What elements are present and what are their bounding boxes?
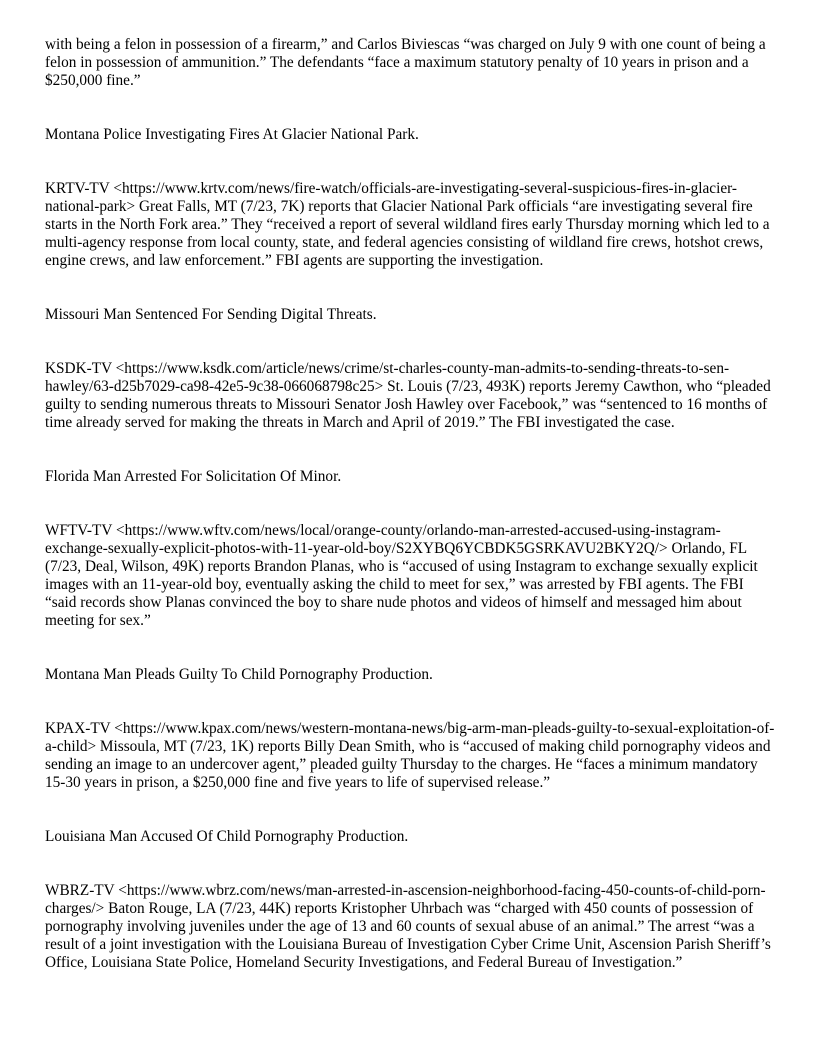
- story-body: WFTV-TV <https://www.wftv.com/news/local/orange-county/orlando-man-arrested-accused-using-instagram-exchange-sexually-explicit-photos-with-11-year-old-boy/S2XYBQ6YCBDK5GSRKAVU2BKY2Q/> Orlando, FL (7/23, Deal, Wilson, 49K) reports Brandon Planas, who is “accused of using Instagram to exchange sexually explicit images with an 11-year-old boy, eventually asking the child to meet for sex,” was arrested by FBI agents. The FBI “said records show Planas convinced the boy to share nude photos and videos of himself and messaged him about meeting for sex.”: [45, 522, 758, 629]
- spacer: [45, 486, 775, 522]
- spacer: [45, 630, 775, 666]
- intro-paragraph: with being a felon in possession of a firearm,” and Carlos Biviescas “was charged on July 9 with one count of being a felon in possession of ammunition.” The defendants “face a maximum statutory penalty of 10 years in prison and a $250,000 fine.”: [45, 36, 766, 89]
- story-body: KPAX-TV <https://www.kpax.com/news/western-montana-news/big-arm-man-pleads-guilty-to-sexual-exploitation-of-a-child> Missoula, MT (7/23, 1K) reports Billy Dean Smith, who is “accused of making child pornography videos and sending an image to an undercover agent,” pleaded guilty Thursday to the charges. He “faces a minimum mandatory 15-30 years in prison, a $250,000 fine and five years to life of supervised release.”: [45, 720, 775, 791]
- story-headline: Louisiana Man Accused Of Child Pornography Production.: [45, 828, 409, 845]
- document-page: [45, 36, 775, 972]
- story-headline: Montana Man Pleads Guilty To Child Pornography Production.: [45, 666, 433, 683]
- spacer: [45, 144, 775, 180]
- spacer: [45, 684, 775, 720]
- spacer: [45, 324, 775, 360]
- spacer: [45, 270, 775, 306]
- story-body: KSDK-TV <https://www.ksdk.com/article/news/crime/st-charles-county-man-admits-to-sending-threats-to-sen-hawley/63-d25b7029-ca98-42e5-9c38-066068798c25> St. Louis (7/23, 493K) reports Jeremy Cawthon, who “pleaded guilty to sending numerous threats to Missouri Senator Josh Hawley over Facebook,” was “sentenced to 16 months of time already served for making the threats in March and April of 2019.” The FBI investigated the case.: [45, 360, 771, 431]
- story-headline: Montana Police Investigating Fires At Glacier National Park.: [45, 126, 419, 143]
- story-headline: Missouri Man Sentenced For Sending Digital Threats.: [45, 306, 377, 323]
- spacer: [45, 90, 775, 126]
- story-body: KRTV-TV <https://www.krtv.com/news/fire-watch/officials-are-investigating-several-suspicious-fires-in-glacier-national-park> Great Falls, MT (7/23, 7K) reports that Glacier National Park officials “are investigating several fire starts in the North Fork area.” They “received a report of several wildland fires early Thursday morning which led to a multi-agency response from local county, state, and federal agencies consisting of wildland fire crews, hotshot crews, engine crews, and law enforcement.” FBI agents are supporting the investigation.: [45, 180, 770, 269]
- story-body: WBRZ-TV <https://www.wbrz.com/news/man-arrested-in-ascension-neighborhood-facing-450-counts-of-child-porn-charges/> Baton Rouge, LA (7/23, 44K) reports Kristopher Uhrbach was “charged with 450 counts of possession of pornography involving juveniles under the age of 13 and 60 counts of sexual abuse of an animal.” The arrest “was a result of a joint investigation with the Louisiana Bureau of Investigation Cyber Crime Unit, Ascension Parish Sheriff’s Office, Louisiana State Police, Homeland Security Investigations, and Federal Bureau of Investigation.”: [45, 882, 771, 971]
- spacer: [45, 792, 775, 828]
- story-headline: Florida Man Arrested For Solicitation Of Minor.: [45, 468, 342, 485]
- spacer: [45, 846, 775, 882]
- spacer: [45, 432, 775, 468]
